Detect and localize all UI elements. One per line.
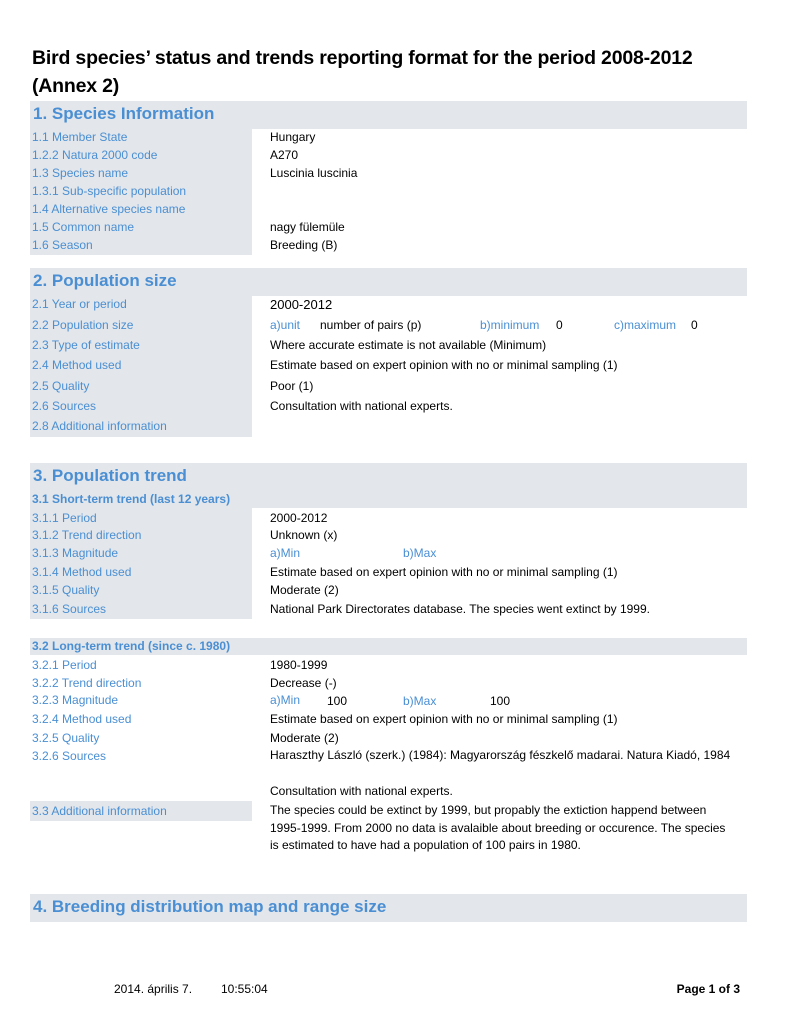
minimum-label: b)minimum (480, 318, 540, 332)
field-label: 2.5 Quality (32, 379, 90, 393)
field-label: 1.3 Species name (32, 166, 129, 180)
unit-label: a)unit (270, 318, 301, 332)
minimum-value: 0 (556, 318, 563, 332)
page-number: Page 1 of 3 (676, 982, 740, 996)
field-value: Hungary (270, 130, 316, 144)
field-value: Estimate based on expert opinion with no or minimal sampling (1) (270, 565, 618, 579)
field-value: nagy fülemüle (270, 220, 345, 234)
section-header: 3. Population trend (33, 466, 187, 485)
field-value: Haraszthy László (szerk.) (1984): Magyarország fészkelő madarai. Natura Kiadó, 1984 (270, 748, 731, 762)
section-header: 4. Breeding distribution map and range size (33, 897, 387, 916)
field-value: Decrease (-) (270, 676, 337, 690)
field-value: 1980-1999 (270, 658, 328, 672)
field-label: 1.2.2 Natura 2000 code (32, 148, 158, 162)
field-value: Consultation with national experts. (270, 399, 453, 413)
field-label: 3.1.6 Sources (32, 602, 107, 616)
field-value: Poor (1) (270, 379, 314, 393)
maximum-label: c)maximum (614, 318, 676, 332)
min-label: a)Min (270, 693, 301, 707)
max-label: b)Max (403, 694, 437, 708)
field-label: 1.3.1 Sub-specific population (32, 184, 187, 198)
field-value: Moderate (2) (270, 731, 339, 745)
field-label: 3.2.2 Trend direction (32, 676, 142, 690)
section-population-size (30, 268, 747, 296)
field-value: Estimate based on expert opinion with no or minimal sampling (1) (270, 358, 618, 372)
subsection-long-term-trend (30, 638, 747, 655)
additional-information-text: The species could be extinct by 1999, but propably the extiction happend between 1995-1999. From 2000 no data is avalaible about breeding or occurence. The species is estimated to have had a population of 100 pairs in 1980. (270, 803, 726, 852)
field-value: National Park Directorates database. The species went extinct by 1999. (270, 602, 650, 616)
field-label: 3.2.4 Method used (32, 712, 132, 726)
document-title: Bird species’ status and trends reporting format for the period 2008-2012 (Annex 2) (32, 47, 693, 97)
field-label: 2.4 Method used (32, 358, 122, 372)
footer-time: 10:55:04 (221, 982, 268, 996)
field-value: Where accurate estimate is not available (Minimum) (270, 338, 547, 352)
field-label: 2.8 Additional information (32, 419, 167, 433)
maximum-value: 0 (691, 318, 698, 332)
field-label: 3.2.1 Period (32, 658, 97, 672)
max-value: 100 (490, 694, 511, 708)
field-label: 3.1.1 Period (32, 511, 97, 525)
max-label: b)Max (403, 546, 437, 560)
field-value: A270 (270, 148, 299, 162)
section-population-trend (30, 463, 747, 491)
field-label: 2.1 Year or period (32, 297, 127, 311)
field-label: 3.1.3 Magnitude (32, 546, 119, 560)
field-label: 1.6 Season (32, 238, 93, 252)
field-value-extra: Consultation with national experts. (270, 784, 453, 798)
unit-value: number of pairs (p) (320, 318, 422, 332)
field-label: 3.1.5 Quality (32, 583, 100, 597)
field-label: 3.1.4 Method used (32, 565, 132, 579)
subsection-short-term-trend (30, 491, 747, 508)
field-label: 2.6 Sources (32, 399, 97, 413)
field-label: 3.2.3 Magnitude (32, 693, 119, 707)
footer-date: 2014. április 7. (114, 982, 193, 996)
min-value: 100 (327, 694, 348, 708)
field-label: 1.1 Member State (32, 130, 128, 144)
field-value: 2000-2012 (270, 297, 333, 312)
section-species-information (30, 101, 747, 129)
field-label: 1.5 Common name (32, 220, 135, 234)
field-label: 2.3 Type of estimate (32, 338, 140, 352)
field-label: 3.3 Additional information (32, 804, 167, 818)
min-label: a)Min (270, 546, 301, 560)
field-value: Breeding (B) (270, 238, 338, 252)
subsection-header: 3.2 Long-term trend (since c. 1980) (32, 639, 231, 653)
field-label: 3.2.5 Quality (32, 731, 100, 745)
section-header: 2. Population size (33, 271, 177, 290)
field-value: Moderate (2) (270, 583, 339, 597)
section-header: 1. Species Information (33, 104, 215, 123)
field-label: 3.2.6 Sources (32, 749, 107, 763)
field-value: Luscinia luscinia (270, 166, 358, 180)
field-value: 2000-2012 (270, 511, 328, 525)
field-label: 3.1.2 Trend direction (32, 528, 142, 542)
field-value: Unknown (x) (270, 528, 338, 542)
field-value: Estimate based on expert opinion with no or minimal sampling (1) (270, 712, 618, 726)
field-label: 2.2 Population size (32, 318, 134, 332)
section-breeding-distribution (30, 894, 747, 922)
subsection-header: 3.1 Short-term trend (last 12 years) (32, 492, 231, 506)
field-label: 1.4 Alternative species name (32, 202, 186, 216)
